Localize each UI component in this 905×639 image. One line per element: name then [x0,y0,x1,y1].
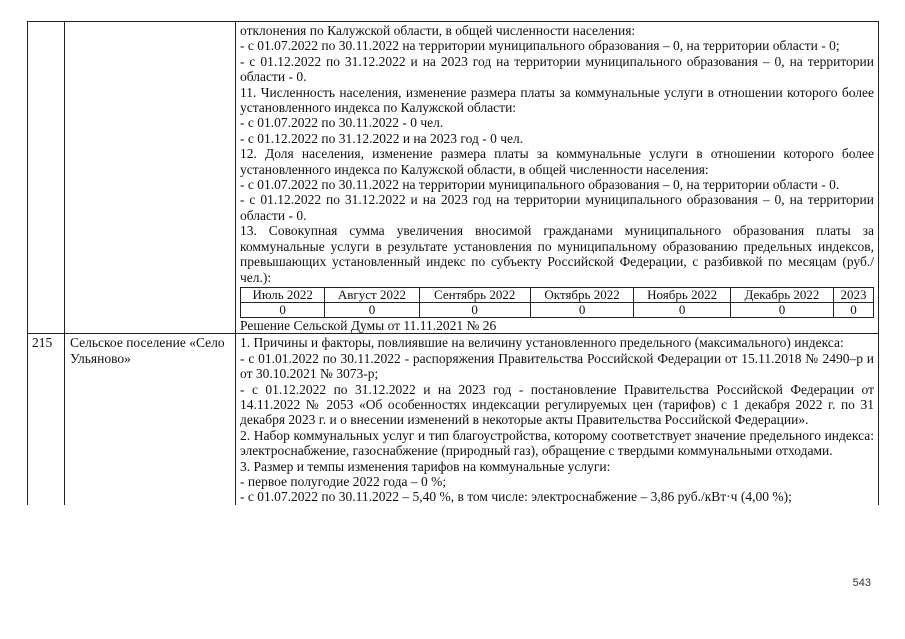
paragraph: - первое полугодие 2022 года – 0 %; [240,473,447,489]
paragraph: - с 01.07.2022 по 30.11.2022 на территории муниципального образования – 0, на территории области - 0; [240,38,840,54]
month-value: 0 [730,302,833,317]
month-value: 0 [834,302,874,317]
page-number: 543 [852,577,871,589]
monthly-sum-table [240,287,874,318]
paragraph: 2. Набор коммунальных услуг и тип благоустройства, которому соответствует значение предельного индекса: электроснабжение, газоснабжение (природный газ), обращение с твердыми коммунальными отходами. [240,427,874,459]
paragraph: - с 01.12.2022 по 31.12.2022 и на 2023 год на территории муниципального образования – 0, на территории области - 0. [240,53,874,85]
paragraph: отклонения по Калужской области, в общей численности населения: [240,23,636,38]
municipality-name-cell [65,22,236,333]
row-number-cell: 215 [28,334,65,504]
month-header: Декабрь 2022 [730,287,833,302]
month-header: Сентябрь 2022 [419,287,530,302]
document-table [27,21,879,505]
table-row [28,22,878,334]
municipality-name-cell: Сельское поселение «Село Ульяново» [65,334,236,504]
paragraph: - с 01.12.2022 по 31.12.2022 и на 2023 год - 0 чел. [240,130,524,146]
paragraph: - с 01.01.2022 по 30.11.2022 - распоряжения Правительства Российской Федерации от 15.11.2018 № 2490–р и от 30.10.2021 № 3073-р; [240,350,874,382]
table-row [28,334,878,504]
paragraph: - с 01.12.2022 по 31.12.2022 и на 2023 год на территории муниципального образования – 0, на территории области - 0. [240,192,874,223]
month-value: 0 [419,302,530,317]
monthly-table-header-row [241,287,874,302]
paragraph: 3. Размер и темпы изменения тарифов на коммунальные услуги: [240,458,611,474]
paragraph: - с 01.12.2022 по 31.12.2022 и на 2023 год - постановление Правительства Российской Федерации от 14.11.2022 № 2053 «Об особенностях индексации регулируемых цен (тарифов) с 1 декабря 2022 г. по 31 декабря 2023 г. и о внесении изменений в некоторые акты Правительства Российской Федерации». [240,381,874,428]
paragraph: 13. Совокупная сумма увеличения вносимой гражданами муниципального образования платы за коммунальные услуги в результате установления по муниципальному образованию предельных индексов, превышающих установленный индекс по субъекту Российской Федерации, с разбивкой по месяцам (руб./чел.): [240,223,874,285]
decision-reference: Решение Сельской Думы от 11.11.2021 № 26 [240,317,497,333]
month-value: 0 [241,302,325,317]
month-value: 0 [634,302,731,317]
paragraph: - с 01.07.2022 по 30.11.2022 – 5,40 %, в том числе: электроснабжение – 3,86 руб./кВт·ч (4,00 %); [240,489,792,505]
month-value: 0 [530,302,634,317]
month-header: Ноябрь 2022 [634,287,731,302]
paragraph: 11. Численность населения, изменение размера платы за коммунальные услуги в отношении которого более установленного индекса по Калужской области: [240,84,874,116]
paragraph: - с 01.07.2022 по 30.11.2022 на территории муниципального образования – 0, на территории области - 0. [240,177,840,193]
month-header: Июль 2022 [241,287,325,302]
paragraph: 1. Причины и факторы, повлиявшие на величину установленного предельного (максимального) индекса: [240,335,844,351]
details-cell [236,334,878,504]
month-header: Октябрь 2022 [530,287,634,302]
monthly-table-value-row [241,302,874,317]
month-header: Август 2022 [325,287,419,302]
paragraph: 12. Доля населения, изменение размера платы за коммунальные услуги в отношении которого более установленного индекса по Калужской области, в общей численности населения: [240,146,874,177]
paragraph: - с 01.07.2022 по 30.11.2022 - 0 чел. [240,115,444,131]
row-number-cell [28,22,65,333]
details-cell [236,22,878,333]
month-value: 0 [325,302,419,317]
month-header: 2023 [834,287,874,302]
